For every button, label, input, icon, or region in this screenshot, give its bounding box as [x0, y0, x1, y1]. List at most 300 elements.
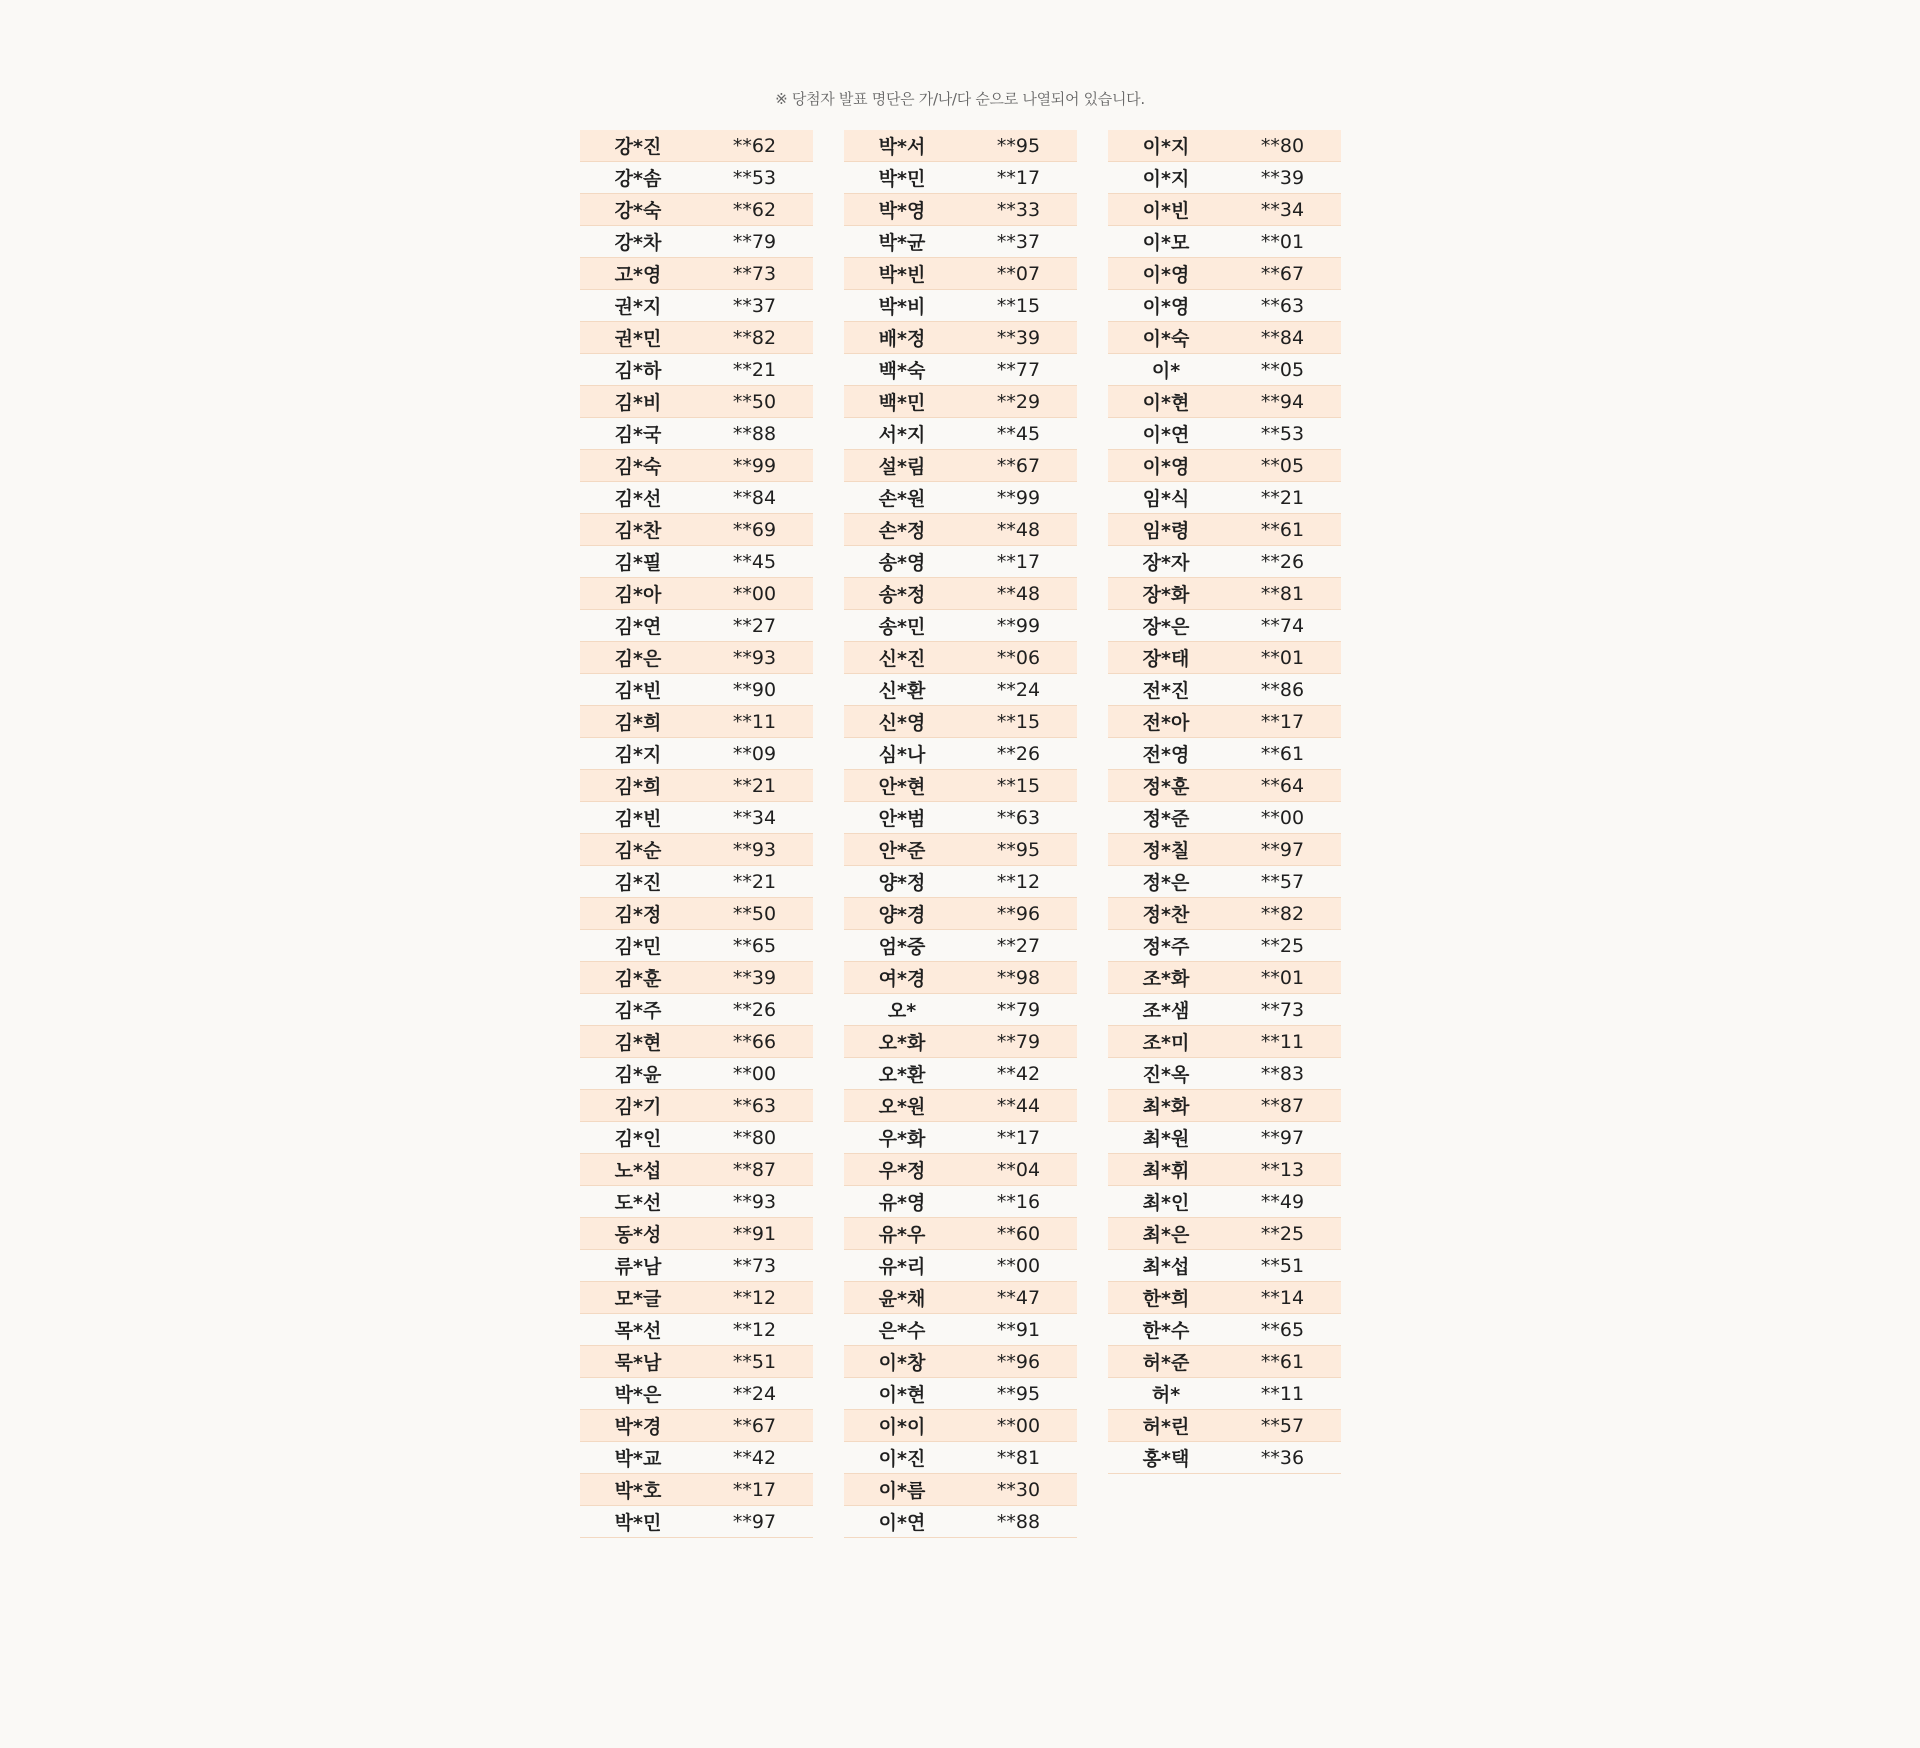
- winner-phone-suffix: **80: [732, 1126, 777, 1149]
- winner-name: 손*원: [878, 488, 926, 510]
- winner-name: 한*희: [1142, 1288, 1190, 1310]
- winner-name: 안*준: [878, 840, 926, 862]
- winner-phone-suffix: **50: [732, 390, 777, 413]
- winner-phone-suffix: **93: [732, 1190, 777, 1213]
- winner-name: 조*화: [1142, 968, 1190, 990]
- winner-name: 손*정: [878, 520, 926, 542]
- winner-phone-suffix: **17: [996, 166, 1041, 189]
- winner-phone-suffix: **17: [996, 550, 1041, 573]
- winner-row: [580, 1474, 813, 1506]
- winner-phone-suffix: **48: [996, 582, 1041, 605]
- winner-phone-suffix: **73: [732, 1254, 777, 1277]
- winner-phone-suffix: **93: [732, 838, 777, 861]
- winner-phone-suffix: **34: [732, 806, 777, 829]
- winner-name: 김*훈: [614, 968, 662, 990]
- winner-phone-suffix: **74: [1260, 614, 1305, 637]
- winner-phone-suffix: **96: [996, 902, 1041, 925]
- winner-phone-suffix: **84: [732, 486, 777, 509]
- winner-name: 정*찬: [1142, 904, 1190, 926]
- winner-row: [1108, 1026, 1341, 1058]
- winner-row: [580, 834, 813, 866]
- winner-phone-suffix: **33: [996, 198, 1041, 221]
- winner-row: [580, 706, 813, 738]
- winner-row: [844, 450, 1077, 482]
- winner-phone-suffix: **82: [732, 326, 777, 349]
- winner-row: [844, 834, 1077, 866]
- winner-phone-suffix: **04: [996, 1158, 1041, 1181]
- winner-row: [844, 194, 1077, 226]
- winner-name: 김*하: [614, 360, 662, 382]
- winner-phone-suffix: **62: [732, 198, 777, 221]
- winner-name: 이*빈: [1142, 200, 1190, 222]
- winner-name: 최*섭: [1142, 1256, 1190, 1278]
- winner-name: 김*정: [614, 904, 662, 926]
- winner-phone-suffix: **82: [1260, 902, 1305, 925]
- winner-phone-suffix: **11: [732, 710, 777, 733]
- winner-phone-suffix: **37: [996, 230, 1041, 253]
- winner-phone-suffix: **63: [996, 806, 1041, 829]
- winner-name: 이*이: [878, 1416, 926, 1438]
- winner-phone-suffix: **00: [1260, 806, 1305, 829]
- winner-row: [580, 130, 813, 162]
- winner-row: [580, 802, 813, 834]
- winner-row: [580, 1122, 813, 1154]
- winner-name: 강*차: [614, 232, 662, 254]
- winner-phone-suffix: **29: [996, 390, 1041, 413]
- winner-name: 김*비: [614, 392, 662, 414]
- winner-phone-suffix: **12: [732, 1318, 777, 1341]
- winner-row: [580, 994, 813, 1026]
- winner-phone-suffix: **73: [732, 262, 777, 285]
- winner-name: 엄*중: [878, 936, 926, 958]
- winner-row: [844, 386, 1077, 418]
- winner-name: 김*찬: [614, 520, 662, 542]
- winner-name: 정*준: [1142, 808, 1190, 830]
- winner-phone-suffix: **81: [1260, 582, 1305, 605]
- winner-name: 김*아: [614, 584, 662, 606]
- winner-row: [844, 802, 1077, 834]
- winner-name: 노*섭: [614, 1160, 662, 1182]
- winner-row: [1108, 962, 1341, 994]
- winner-phone-suffix: **63: [1260, 294, 1305, 317]
- winner-row: [580, 1186, 813, 1218]
- winner-phone-suffix: **01: [1260, 230, 1305, 253]
- winner-row: [580, 418, 813, 450]
- winner-phone-suffix: **91: [732, 1222, 777, 1245]
- winner-phone-suffix: **44: [996, 1094, 1041, 1117]
- winner-row: [844, 1122, 1077, 1154]
- winner-name: 정*은: [1142, 872, 1190, 894]
- winner-phone-suffix: **39: [996, 326, 1041, 349]
- winner-phone-suffix: **50: [732, 902, 777, 925]
- winner-row: [1108, 130, 1341, 162]
- winner-name: 강*솜: [614, 168, 662, 190]
- winner-phone-suffix: **16: [996, 1190, 1041, 1213]
- winner-phone-suffix: **34: [1260, 198, 1305, 221]
- winner-name: 김*주: [614, 1000, 662, 1022]
- winner-phone-suffix: **05: [1260, 358, 1305, 381]
- winner-row: [1108, 930, 1341, 962]
- winner-phone-suffix: **57: [1260, 870, 1305, 893]
- winner-phone-suffix: **98: [996, 966, 1041, 989]
- winner-phone-suffix: **21: [732, 870, 777, 893]
- winner-name: 박*교: [614, 1448, 662, 1470]
- winner-row: [844, 1346, 1077, 1378]
- winner-name: 김*현: [614, 1032, 662, 1054]
- winner-row: [844, 482, 1077, 514]
- winner-name: 장*자: [1142, 552, 1190, 574]
- winner-name: 목*선: [614, 1320, 662, 1342]
- winner-phone-suffix: **09: [732, 742, 777, 765]
- winner-phone-suffix: **61: [1260, 1350, 1305, 1373]
- winner-name: 최*원: [1142, 1128, 1190, 1150]
- winner-name: 이*연: [1142, 424, 1190, 446]
- winner-name: 박*서: [878, 136, 926, 158]
- winner-name: 임*령: [1142, 520, 1190, 542]
- winner-row: [844, 354, 1077, 386]
- winner-phone-suffix: **79: [996, 1030, 1041, 1053]
- winner-name: 오*원: [878, 1096, 926, 1118]
- winner-phone-suffix: **99: [732, 454, 777, 477]
- winner-phone-suffix: **65: [1260, 1318, 1305, 1341]
- winner-row: [1108, 1410, 1341, 1442]
- winner-row: [1108, 226, 1341, 258]
- winner-row: [580, 930, 813, 962]
- winner-row: [844, 1186, 1077, 1218]
- winner-name: 백*숙: [878, 360, 926, 382]
- winner-name: 김*인: [614, 1128, 662, 1150]
- winner-row: [580, 1410, 813, 1442]
- winner-row: [580, 898, 813, 930]
- winner-name: 묵*남: [614, 1352, 662, 1374]
- winner-row: [844, 770, 1077, 802]
- winner-phone-suffix: **00: [996, 1414, 1041, 1437]
- winner-row: [844, 1378, 1077, 1410]
- winner-column-2: [844, 130, 1077, 1538]
- winner-name: 유*우: [878, 1224, 926, 1246]
- winner-name: 권*민: [614, 328, 662, 350]
- winner-phone-suffix: **97: [1260, 838, 1305, 861]
- winner-phone-suffix: **13: [1260, 1158, 1305, 1181]
- winner-name: 오*화: [878, 1032, 926, 1054]
- winner-name: 장*은: [1142, 616, 1190, 638]
- winner-name: 유*리: [878, 1256, 926, 1278]
- winner-row: [1108, 514, 1341, 546]
- winner-name: 권*지: [614, 296, 662, 318]
- winner-row: [1108, 1282, 1341, 1314]
- winner-row: [580, 1442, 813, 1474]
- winner-name: 김*진: [614, 872, 662, 894]
- winner-phone-suffix: **67: [996, 454, 1041, 477]
- winner-row: [844, 290, 1077, 322]
- winner-name: 이*연: [878, 1512, 926, 1534]
- winner-phone-suffix: **12: [732, 1286, 777, 1309]
- winner-name: 전*진: [1142, 680, 1190, 702]
- winner-name: 김*희: [614, 776, 662, 798]
- winner-row: [1108, 546, 1341, 578]
- winner-name: 정*주: [1142, 936, 1190, 958]
- winner-name: 박*비: [878, 296, 926, 318]
- winner-name: 이*지: [1142, 136, 1190, 158]
- winner-phone-suffix: **11: [1260, 1030, 1305, 1053]
- winner-row: [844, 1154, 1077, 1186]
- winner-phone-suffix: **27: [996, 934, 1041, 957]
- winner-phone-suffix: **62: [732, 134, 777, 157]
- winner-name: 도*선: [614, 1192, 662, 1214]
- winner-row: [1108, 386, 1341, 418]
- winner-name: 송*영: [878, 552, 926, 574]
- winner-phone-suffix: **94: [1260, 390, 1305, 413]
- winner-row: [844, 1442, 1077, 1474]
- winner-phone-suffix: **61: [1260, 518, 1305, 541]
- winner-phone-suffix: **21: [732, 774, 777, 797]
- winner-row: [844, 1058, 1077, 1090]
- winner-phone-suffix: **17: [732, 1478, 777, 1501]
- winner-row: [580, 1090, 813, 1122]
- winner-row: [1108, 162, 1341, 194]
- winner-row: [580, 1282, 813, 1314]
- winner-row: [1108, 482, 1341, 514]
- winner-name: 김*민: [614, 936, 662, 958]
- winner-phone-suffix: **63: [732, 1094, 777, 1117]
- winner-row: [1108, 258, 1341, 290]
- winner-row: [1108, 706, 1341, 738]
- winner-phone-suffix: **17: [1260, 710, 1305, 733]
- winner-phone-suffix: **24: [732, 1382, 777, 1405]
- winner-row: [844, 610, 1077, 642]
- winner-row: [1108, 994, 1341, 1026]
- winner-phone-suffix: **30: [996, 1478, 1041, 1501]
- winner-row: [580, 1218, 813, 1250]
- winner-row: [580, 354, 813, 386]
- winner-name: 윤*채: [878, 1288, 926, 1310]
- winner-row: [844, 1506, 1077, 1538]
- winner-name: 신*진: [878, 648, 926, 670]
- winner-name: 은*수: [878, 1320, 926, 1342]
- winner-name: 김*지: [614, 744, 662, 766]
- winner-row: [580, 1026, 813, 1058]
- winner-row: [844, 546, 1077, 578]
- winner-phone-suffix: **07: [996, 262, 1041, 285]
- winner-name: 박*은: [614, 1384, 662, 1406]
- winner-name: 허*린: [1142, 1416, 1190, 1438]
- winner-name: 이*영: [1142, 296, 1190, 318]
- winner-phone-suffix: **42: [996, 1062, 1041, 1085]
- winner-row: [844, 994, 1077, 1026]
- winner-row: [580, 770, 813, 802]
- winner-row: [580, 962, 813, 994]
- winner-row: [1108, 834, 1341, 866]
- winner-row: [1108, 738, 1341, 770]
- winner-name: 박*빈: [878, 264, 926, 286]
- winner-name: 김*필: [614, 552, 662, 574]
- winner-row: [1108, 1250, 1341, 1282]
- winner-name: 신*환: [878, 680, 926, 702]
- winner-row: [844, 962, 1077, 994]
- winner-phone-suffix: **37: [732, 294, 777, 317]
- winner-row: [844, 738, 1077, 770]
- winner-phone-suffix: **21: [1260, 486, 1305, 509]
- winner-name: 이*진: [878, 1448, 926, 1470]
- winner-row: [1108, 1218, 1341, 1250]
- winner-name: 허*준: [1142, 1352, 1190, 1374]
- winner-name: 허*: [1151, 1384, 1181, 1406]
- winner-row: [580, 578, 813, 610]
- winner-phone-suffix: **81: [996, 1446, 1041, 1469]
- winner-phone-suffix: **26: [732, 998, 777, 1021]
- winner-row: [1108, 578, 1341, 610]
- winner-phone-suffix: **25: [1260, 934, 1305, 957]
- winner-name: 이*: [1151, 360, 1181, 382]
- winner-name: 김*국: [614, 424, 662, 446]
- winner-name: 한*수: [1142, 1320, 1190, 1342]
- winner-phone-suffix: **88: [996, 1510, 1041, 1533]
- winner-name: 홍*택: [1142, 1448, 1190, 1470]
- winner-phone-suffix: **39: [732, 966, 777, 989]
- winner-phone-suffix: **86: [1260, 678, 1305, 701]
- winner-phone-suffix: **53: [732, 166, 777, 189]
- winner-row: [844, 226, 1077, 258]
- winner-phone-suffix: **00: [996, 1254, 1041, 1277]
- winner-row: [580, 1314, 813, 1346]
- winner-phone-suffix: **66: [732, 1030, 777, 1053]
- winner-row: [844, 1282, 1077, 1314]
- winner-row: [844, 258, 1077, 290]
- winner-row: [1108, 354, 1341, 386]
- winner-row: [580, 1154, 813, 1186]
- winner-phone-suffix: **49: [1260, 1190, 1305, 1213]
- winner-row: [844, 706, 1077, 738]
- winner-phone-suffix: **67: [732, 1414, 777, 1437]
- winner-row: [844, 322, 1077, 354]
- winner-row: [580, 1250, 813, 1282]
- winner-name: 강*진: [614, 136, 662, 158]
- winner-name: 최*인: [1142, 1192, 1190, 1214]
- winner-row: [844, 162, 1077, 194]
- winner-row: [844, 1314, 1077, 1346]
- winner-phone-suffix: **87: [732, 1158, 777, 1181]
- winner-phone-suffix: **11: [1260, 1382, 1305, 1405]
- winner-row: [844, 418, 1077, 450]
- winner-name: 강*숙: [614, 200, 662, 222]
- winner-name: 이*현: [1142, 392, 1190, 414]
- winner-phone-suffix: **99: [996, 614, 1041, 637]
- winner-name: 최*은: [1142, 1224, 1190, 1246]
- winner-row: [844, 674, 1077, 706]
- winner-row: [580, 386, 813, 418]
- winner-row: [580, 514, 813, 546]
- winner-name: 배*정: [878, 328, 926, 350]
- winner-row: [1108, 1090, 1341, 1122]
- winner-phone-suffix: **95: [996, 1382, 1041, 1405]
- winner-name: 박*민: [878, 168, 926, 190]
- winner-row: [1108, 418, 1341, 450]
- winner-row: [844, 130, 1077, 162]
- winner-phone-suffix: **24: [996, 678, 1041, 701]
- winner-row: [844, 1090, 1077, 1122]
- winner-phone-suffix: **15: [996, 710, 1041, 733]
- winner-phone-suffix: **45: [996, 422, 1041, 445]
- winner-phone-suffix: **61: [1260, 742, 1305, 765]
- winner-phone-suffix: **15: [996, 294, 1041, 317]
- winner-row: [580, 738, 813, 770]
- winner-name: 모*글: [614, 1288, 662, 1310]
- winner-row: [1108, 194, 1341, 226]
- winner-name: 최*휘: [1142, 1160, 1190, 1182]
- winner-name: 전*아: [1142, 712, 1190, 734]
- winner-phone-suffix: **77: [996, 358, 1041, 381]
- winner-name: 정*칠: [1142, 840, 1190, 862]
- winner-phone-suffix: **95: [996, 134, 1041, 157]
- winner-phone-suffix: **67: [1260, 262, 1305, 285]
- winner-name: 송*민: [878, 616, 926, 638]
- winner-name: 김*숙: [614, 456, 662, 478]
- winner-name: 고*영: [614, 264, 662, 286]
- winner-name: 전*영: [1142, 744, 1190, 766]
- winner-name: 류*남: [614, 1256, 662, 1278]
- winner-name: 박*영: [878, 200, 926, 222]
- winner-name: 오*환: [878, 1064, 926, 1086]
- winner-phone-suffix: **14: [1260, 1286, 1305, 1309]
- winner-row: [1108, 1378, 1341, 1410]
- winner-name: 이*모: [1142, 232, 1190, 254]
- winner-row: [844, 514, 1077, 546]
- winner-phone-suffix: **90: [732, 678, 777, 701]
- winner-name: 장*화: [1142, 584, 1190, 606]
- winner-row: [580, 674, 813, 706]
- winner-row: [580, 610, 813, 642]
- winner-phone-suffix: **06: [996, 646, 1041, 669]
- winner-row: [1108, 770, 1341, 802]
- winner-name: 양*경: [878, 904, 926, 926]
- winner-phone-suffix: **97: [1260, 1126, 1305, 1149]
- winner-name: 김*순: [614, 840, 662, 862]
- winner-name: 백*민: [878, 392, 926, 414]
- winner-row: [580, 290, 813, 322]
- winner-row: [580, 1506, 813, 1538]
- winner-phone-suffix: **99: [996, 486, 1041, 509]
- winner-row: [1108, 1314, 1341, 1346]
- winner-phone-suffix: **00: [732, 582, 777, 605]
- winner-row: [580, 1346, 813, 1378]
- winner-row: [580, 1058, 813, 1090]
- winner-name: 정*훈: [1142, 776, 1190, 798]
- winner-phone-suffix: **48: [996, 518, 1041, 541]
- notice-text: ※ 당첨자 발표 명단은 가/나/다 순으로 나열되어 있습니다.: [775, 90, 1145, 108]
- winner-row: [1108, 1442, 1341, 1474]
- winner-phone-suffix: **00: [732, 1062, 777, 1085]
- winner-phone-suffix: **21: [732, 358, 777, 381]
- winner-phone-suffix: **26: [1260, 550, 1305, 573]
- winner-phone-suffix: **17: [996, 1126, 1041, 1149]
- winner-row: [580, 642, 813, 674]
- winner-row: [1108, 1186, 1341, 1218]
- winner-phone-suffix: **79: [732, 230, 777, 253]
- winner-phone-suffix: **69: [732, 518, 777, 541]
- winner-row: [580, 482, 813, 514]
- winner-row: [1108, 898, 1341, 930]
- winner-name: 유*영: [878, 1192, 926, 1214]
- winner-column-1: [580, 130, 813, 1538]
- winner-phone-suffix: **95: [996, 838, 1041, 861]
- winner-name: 김*빈: [614, 680, 662, 702]
- winner-phone-suffix: **26: [996, 742, 1041, 765]
- winner-name: 송*정: [878, 584, 926, 606]
- winner-phone-suffix: **91: [996, 1318, 1041, 1341]
- winner-name: 김*빈: [614, 808, 662, 830]
- winner-name: 서*지: [878, 424, 926, 446]
- winner-row: [844, 1250, 1077, 1282]
